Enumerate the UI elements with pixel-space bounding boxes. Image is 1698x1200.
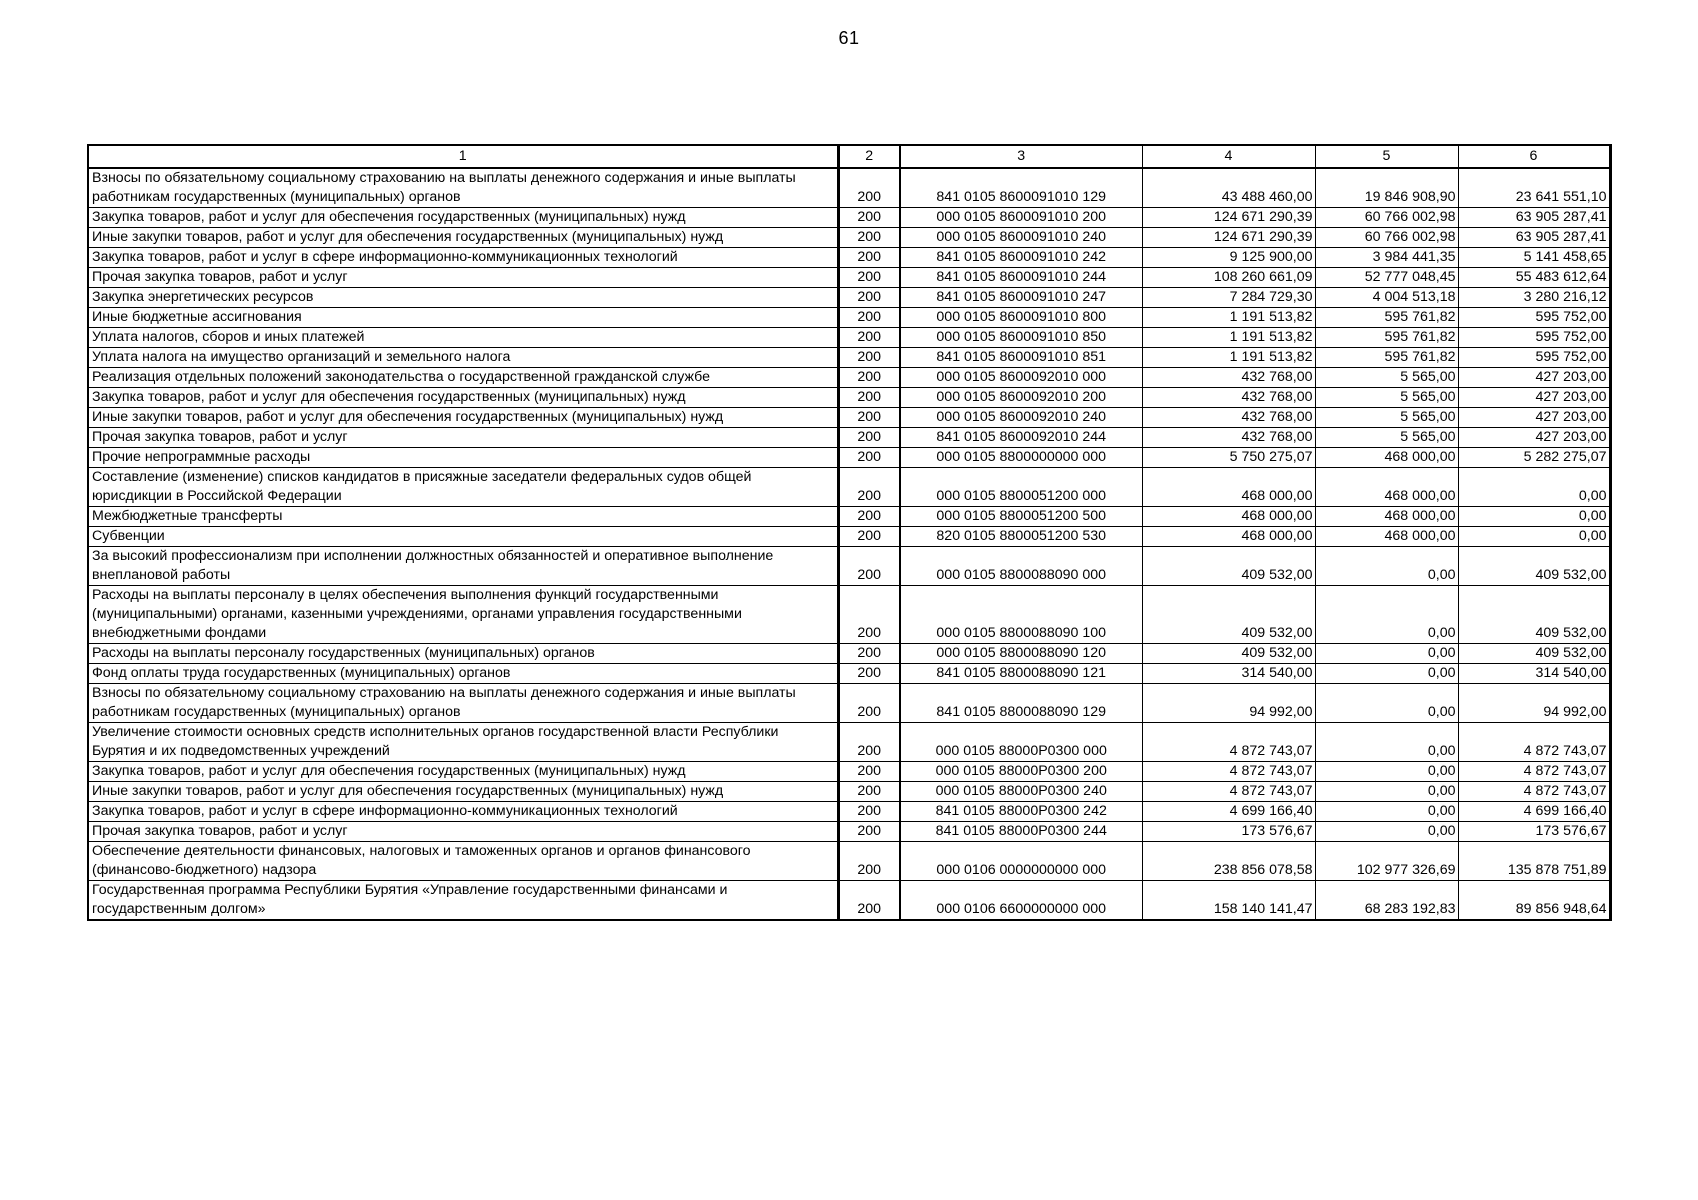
expense-name-cell: Увеличение стоимости основных средств исполнительных органов государственной власти Республики Бурятия и их подведомственных учреждений (88, 723, 838, 762)
status-code-cell: 200 (838, 448, 900, 468)
table-row (88, 428, 1610, 448)
table-row (88, 802, 1610, 822)
table-row (88, 308, 1610, 328)
remaining-amount-cell: 427 203,00 (1458, 408, 1610, 428)
status-code-cell: 200 (838, 881, 900, 921)
table-body (88, 168, 1610, 920)
budget-code-cell: 841 0105 8600091010 247 (900, 288, 1142, 308)
executed-amount-cell: 19 846 908,90 (1315, 168, 1458, 208)
approved-amount-cell: 432 768,00 (1142, 428, 1315, 448)
expense-name-cell: Закупка товаров, работ и услуг для обеспечения государственных (муниципальных) нужд (88, 388, 838, 408)
remaining-amount-cell: 5 141 458,65 (1458, 248, 1610, 268)
approved-amount-cell: 1 191 513,82 (1142, 348, 1315, 368)
remaining-amount-cell: 427 203,00 (1458, 388, 1610, 408)
status-code-cell: 200 (838, 664, 900, 684)
status-code-cell: 200 (838, 468, 900, 507)
approved-amount-cell: 409 532,00 (1142, 547, 1315, 586)
approved-amount-cell: 432 768,00 (1142, 408, 1315, 428)
remaining-amount-cell: 595 752,00 (1458, 328, 1610, 348)
status-code-cell: 200 (838, 842, 900, 881)
executed-amount-cell: 4 004 513,18 (1315, 288, 1458, 308)
executed-amount-cell: 5 565,00 (1315, 388, 1458, 408)
table-row (88, 268, 1610, 288)
status-code-cell: 200 (838, 368, 900, 388)
column-header-6: 6 (1458, 145, 1610, 168)
budget-code-cell: 820 0105 8800051200 530 (900, 527, 1142, 547)
remaining-amount-cell: 409 532,00 (1458, 644, 1610, 664)
table-row (88, 881, 1610, 921)
budget-code-cell: 000 0105 8800088090 000 (900, 547, 1142, 586)
status-code-cell: 200 (838, 527, 900, 547)
table-row (88, 248, 1610, 268)
remaining-amount-cell: 0,00 (1458, 527, 1610, 547)
expense-name-cell: Субвенции (88, 527, 838, 547)
status-code-cell: 200 (838, 822, 900, 842)
approved-amount-cell: 4 872 743,07 (1142, 782, 1315, 802)
remaining-amount-cell: 4 699 166,40 (1458, 802, 1610, 822)
remaining-amount-cell: 595 752,00 (1458, 308, 1610, 328)
executed-amount-cell: 60 766 002,98 (1315, 208, 1458, 228)
budget-table (87, 144, 1612, 921)
budget-code-cell: 000 0105 8600091010 800 (900, 308, 1142, 328)
expense-name-cell: Уплата налогов, сборов и иных платежей (88, 328, 838, 348)
approved-amount-cell: 1 191 513,82 (1142, 308, 1315, 328)
remaining-amount-cell: 3 280 216,12 (1458, 288, 1610, 308)
column-header-3: 3 (900, 145, 1142, 168)
executed-amount-cell: 595 761,82 (1315, 348, 1458, 368)
executed-amount-cell: 5 565,00 (1315, 408, 1458, 428)
budget-code-cell: 841 0105 8600091010 242 (900, 248, 1142, 268)
budget-code-cell: 841 0105 8600092010 244 (900, 428, 1142, 448)
status-code-cell: 200 (838, 208, 900, 228)
approved-amount-cell: 124 671 290,39 (1142, 228, 1315, 248)
table-row (88, 168, 1610, 208)
status-code-cell: 200 (838, 308, 900, 328)
expense-name-cell: Расходы на выплаты персоналу в целях обеспечения выполнения функций государственными (муниципальными) органами, казенными учреждениями, органами управления государственными внебюджетными фондами (88, 586, 838, 644)
table-row (88, 228, 1610, 248)
executed-amount-cell: 0,00 (1315, 547, 1458, 586)
budget-code-cell: 841 0105 8600091010 244 (900, 268, 1142, 288)
executed-amount-cell: 0,00 (1315, 762, 1458, 782)
expense-name-cell: Закупка товаров, работ и услуг в сфере информационно-коммуникационных технологий (88, 248, 838, 268)
expense-name-cell: Иные закупки товаров, работ и услуг для обеспечения государственных (муниципальных) нужд (88, 782, 838, 802)
table-row (88, 782, 1610, 802)
executed-amount-cell: 0,00 (1315, 723, 1458, 762)
table-header-row (88, 145, 1610, 168)
budget-code-cell: 000 0105 8800000000 000 (900, 448, 1142, 468)
approved-amount-cell: 94 992,00 (1142, 684, 1315, 723)
expense-name-cell: Взносы по обязательному социальному страхованию на выплаты денежного содержания и иные выплаты работникам государственных (муниципальных) органов (88, 168, 838, 208)
remaining-amount-cell: 427 203,00 (1458, 368, 1610, 388)
remaining-amount-cell: 427 203,00 (1458, 428, 1610, 448)
budget-code-cell: 841 0105 8800088090 121 (900, 664, 1142, 684)
remaining-amount-cell: 135 878 751,89 (1458, 842, 1610, 881)
approved-amount-cell: 409 532,00 (1142, 644, 1315, 664)
expense-name-cell: Закупка энергетических ресурсов (88, 288, 838, 308)
remaining-amount-cell: 173 576,67 (1458, 822, 1610, 842)
status-code-cell: 200 (838, 507, 900, 527)
budget-code-cell: 000 0105 88000Р0300 200 (900, 762, 1142, 782)
expense-name-cell: Иные закупки товаров, работ и услуг для обеспечения государственных (муниципальных) нужд (88, 408, 838, 428)
expense-name-cell: Реализация отдельных положений законодательства о государственной гражданской службе (88, 368, 838, 388)
remaining-amount-cell: 0,00 (1458, 468, 1610, 507)
table-row (88, 644, 1610, 664)
budget-code-cell: 000 0105 8800051200 500 (900, 507, 1142, 527)
column-header-2: 2 (838, 145, 900, 168)
table-row (88, 822, 1610, 842)
approved-amount-cell: 9 125 900,00 (1142, 248, 1315, 268)
table-row (88, 842, 1610, 881)
budget-code-cell: 000 0105 8600092010 000 (900, 368, 1142, 388)
table-row (88, 208, 1610, 228)
executed-amount-cell: 468 000,00 (1315, 527, 1458, 547)
expense-name-cell: Взносы по обязательному социальному страхованию на выплаты денежного содержания и иные выплаты работникам государственных (муниципальных) органов (88, 684, 838, 723)
expense-name-cell: За высокий профессионализм при исполнении должностных обязанностей и оперативное выполнение внеплановой работы (88, 547, 838, 586)
approved-amount-cell: 124 671 290,39 (1142, 208, 1315, 228)
budget-code-cell: 841 0105 88000Р0300 242 (900, 802, 1142, 822)
table-row (88, 586, 1610, 644)
expense-name-cell: Закупка товаров, работ и услуг в сфере информационно-коммуникационных технологий (88, 802, 838, 822)
budget-code-cell: 841 0105 8600091010 129 (900, 168, 1142, 208)
budget-code-cell: 000 0106 0000000000 000 (900, 842, 1142, 881)
budget-code-cell: 000 0105 8600091010 850 (900, 328, 1142, 348)
executed-amount-cell: 595 761,82 (1315, 328, 1458, 348)
status-code-cell: 200 (838, 802, 900, 822)
executed-amount-cell: 468 000,00 (1315, 448, 1458, 468)
executed-amount-cell: 0,00 (1315, 684, 1458, 723)
table-row (88, 388, 1610, 408)
table-row (88, 448, 1610, 468)
executed-amount-cell: 468 000,00 (1315, 507, 1458, 527)
executed-amount-cell: 595 761,82 (1315, 308, 1458, 328)
approved-amount-cell: 432 768,00 (1142, 368, 1315, 388)
approved-amount-cell: 468 000,00 (1142, 527, 1315, 547)
expense-name-cell: Прочая закупка товаров, работ и услуг (88, 822, 838, 842)
table-row (88, 664, 1610, 684)
budget-code-cell: 000 0105 8600091010 200 (900, 208, 1142, 228)
budget-code-cell: 000 0105 8800088090 120 (900, 644, 1142, 664)
remaining-amount-cell: 5 282 275,07 (1458, 448, 1610, 468)
budget-code-cell: 841 0105 8600091010 851 (900, 348, 1142, 368)
status-code-cell: 200 (838, 268, 900, 288)
expense-name-cell: Фонд оплаты труда государственных (муниципальных) органов (88, 664, 838, 684)
status-code-cell: 200 (838, 168, 900, 208)
executed-amount-cell: 5 565,00 (1315, 428, 1458, 448)
expense-name-cell: Прочие непрограммные расходы (88, 448, 838, 468)
executed-amount-cell: 0,00 (1315, 664, 1458, 684)
status-code-cell: 200 (838, 723, 900, 762)
approved-amount-cell: 158 140 141,47 (1142, 881, 1315, 921)
approved-amount-cell: 314 540,00 (1142, 664, 1315, 684)
approved-amount-cell: 7 284 729,30 (1142, 288, 1315, 308)
remaining-amount-cell: 0,00 (1458, 507, 1610, 527)
approved-amount-cell: 432 768,00 (1142, 388, 1315, 408)
table-row (88, 328, 1610, 348)
status-code-cell: 200 (838, 288, 900, 308)
table-row (88, 547, 1610, 586)
page-number: 61 (838, 28, 860, 48)
budget-code-cell: 000 0105 88000Р0300 000 (900, 723, 1142, 762)
remaining-amount-cell: 4 872 743,07 (1458, 782, 1610, 802)
expense-name-cell: Иные закупки товаров, работ и услуг для обеспечения государственных (муниципальных) нужд (88, 228, 838, 248)
expense-name-cell: Прочая закупка товаров, работ и услуг (88, 268, 838, 288)
table-row (88, 288, 1610, 308)
table-row (88, 684, 1610, 723)
status-code-cell: 200 (838, 348, 900, 368)
expense-name-cell: Составление (изменение) списков кандидатов в присяжные заседатели федеральных судов общей юрисдикции в Российской Федерации (88, 468, 838, 507)
executed-amount-cell: 52 777 048,45 (1315, 268, 1458, 288)
expense-name-cell: Государственная программа Республики Бурятия «Управление государственными финансами и государственным долгом» (88, 881, 838, 921)
approved-amount-cell: 108 260 661,09 (1142, 268, 1315, 288)
approved-amount-cell: 4 872 743,07 (1142, 723, 1315, 762)
approved-amount-cell: 43 488 460,00 (1142, 168, 1315, 208)
executed-amount-cell: 60 766 002,98 (1315, 228, 1458, 248)
expense-name-cell: Закупка товаров, работ и услуг для обеспечения государственных (муниципальных) нужд (88, 762, 838, 782)
executed-amount-cell: 0,00 (1315, 782, 1458, 802)
executed-amount-cell: 0,00 (1315, 822, 1458, 842)
remaining-amount-cell: 4 872 743,07 (1458, 762, 1610, 782)
executed-amount-cell: 468 000,00 (1315, 468, 1458, 507)
budget-code-cell: 000 0105 8600092010 240 (900, 408, 1142, 428)
approved-amount-cell: 238 856 078,58 (1142, 842, 1315, 881)
budget-code-cell: 000 0105 8600092010 200 (900, 388, 1142, 408)
table-row (88, 527, 1610, 547)
executed-amount-cell: 0,00 (1315, 586, 1458, 644)
status-code-cell: 200 (838, 644, 900, 664)
status-code-cell: 200 (838, 328, 900, 348)
executed-amount-cell: 102 977 326,69 (1315, 842, 1458, 881)
approved-amount-cell: 4 699 166,40 (1142, 802, 1315, 822)
status-code-cell: 200 (838, 586, 900, 644)
budget-code-cell: 000 0106 6600000000 000 (900, 881, 1142, 921)
executed-amount-cell: 68 283 192,83 (1315, 881, 1458, 921)
status-code-cell: 200 (838, 684, 900, 723)
expense-name-cell: Закупка товаров, работ и услуг для обеспечения государственных (муниципальных) нужд (88, 208, 838, 228)
remaining-amount-cell: 63 905 287,41 (1458, 228, 1610, 248)
budget-code-cell: 000 0105 8800088090 100 (900, 586, 1142, 644)
approved-amount-cell: 5 750 275,07 (1142, 448, 1315, 468)
remaining-amount-cell: 314 540,00 (1458, 664, 1610, 684)
status-code-cell: 200 (838, 762, 900, 782)
table-row (88, 507, 1610, 527)
remaining-amount-cell: 89 856 948,64 (1458, 881, 1610, 921)
budget-code-cell: 841 0105 8800088090 129 (900, 684, 1142, 723)
remaining-amount-cell: 55 483 612,64 (1458, 268, 1610, 288)
approved-amount-cell: 468 000,00 (1142, 507, 1315, 527)
approved-amount-cell: 1 191 513,82 (1142, 328, 1315, 348)
table-row (88, 723, 1610, 762)
executed-amount-cell: 0,00 (1315, 802, 1458, 822)
executed-amount-cell: 3 984 441,35 (1315, 248, 1458, 268)
expense-name-cell: Иные бюджетные ассигнования (88, 308, 838, 328)
column-header-1: 1 (88, 145, 838, 168)
status-code-cell: 200 (838, 782, 900, 802)
remaining-amount-cell: 409 532,00 (1458, 547, 1610, 586)
status-code-cell: 200 (838, 228, 900, 248)
executed-amount-cell: 5 565,00 (1315, 368, 1458, 388)
approved-amount-cell: 409 532,00 (1142, 586, 1315, 644)
approved-amount-cell: 4 872 743,07 (1142, 762, 1315, 782)
expense-name-cell: Расходы на выплаты персоналу государственных (муниципальных) органов (88, 644, 838, 664)
table-row (88, 348, 1610, 368)
remaining-amount-cell: 595 752,00 (1458, 348, 1610, 368)
expense-name-cell: Межбюджетные трансферты (88, 507, 838, 527)
remaining-amount-cell: 63 905 287,41 (1458, 208, 1610, 228)
status-code-cell: 200 (838, 428, 900, 448)
table-row (88, 408, 1610, 428)
budget-code-cell: 000 0105 8800051200 000 (900, 468, 1142, 507)
remaining-amount-cell: 409 532,00 (1458, 586, 1610, 644)
remaining-amount-cell: 94 992,00 (1458, 684, 1610, 723)
expense-name-cell: Уплата налога на имущество организаций и земельного налога (88, 348, 838, 368)
budget-code-cell: 000 0105 8600091010 240 (900, 228, 1142, 248)
executed-amount-cell: 0,00 (1315, 644, 1458, 664)
table-row (88, 762, 1610, 782)
column-header-4: 4 (1142, 145, 1315, 168)
approved-amount-cell: 173 576,67 (1142, 822, 1315, 842)
column-header-5: 5 (1315, 145, 1458, 168)
status-code-cell: 200 (838, 408, 900, 428)
remaining-amount-cell: 23 641 551,10 (1458, 168, 1610, 208)
approved-amount-cell: 468 000,00 (1142, 468, 1315, 507)
budget-code-cell: 841 0105 88000Р0300 244 (900, 822, 1142, 842)
table-row (88, 468, 1610, 507)
remaining-amount-cell: 4 872 743,07 (1458, 723, 1610, 762)
status-code-cell: 200 (838, 388, 900, 408)
expense-name-cell: Обеспечение деятельности финансовых, налоговых и таможенных органов и органов финансового (финансово-бюджетного) надзора (88, 842, 838, 881)
status-code-cell: 200 (838, 547, 900, 586)
expense-name-cell: Прочая закупка товаров, работ и услуг (88, 428, 838, 448)
budget-code-cell: 000 0105 88000Р0300 240 (900, 782, 1142, 802)
table-row (88, 368, 1610, 388)
status-code-cell: 200 (838, 248, 900, 268)
